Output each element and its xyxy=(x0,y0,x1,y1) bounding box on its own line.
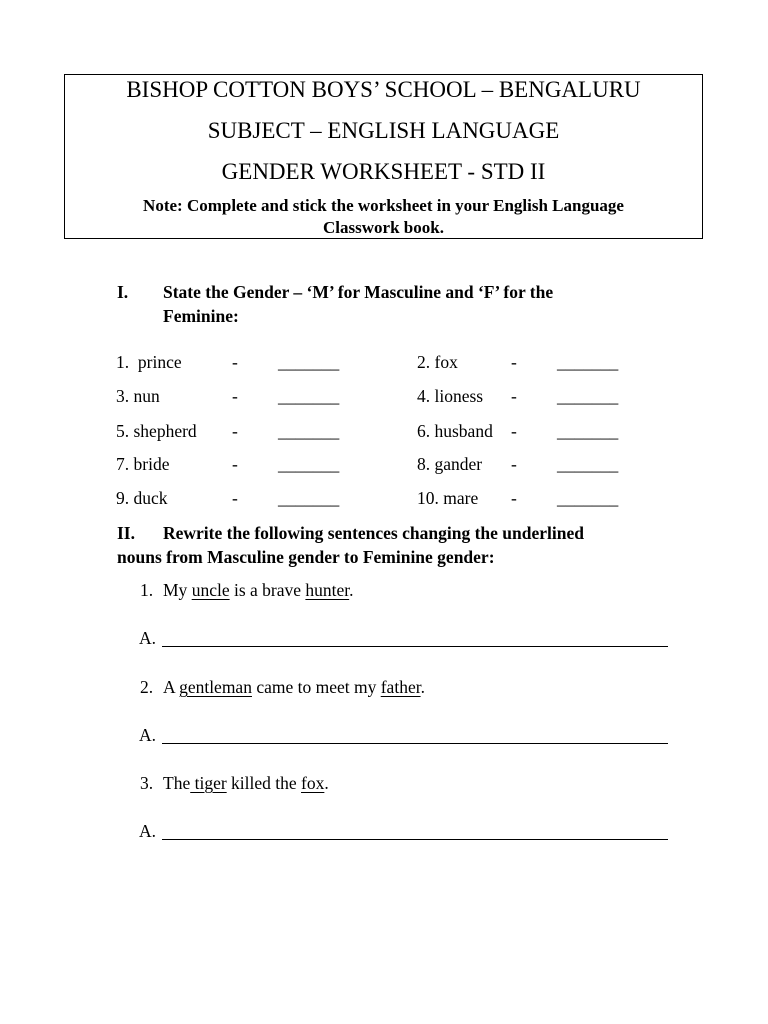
dash: - xyxy=(511,352,517,372)
answer-2-line[interactable] xyxy=(162,743,668,744)
gender-item-1: 1. prince xyxy=(116,352,182,372)
underlined-noun: gentleman xyxy=(179,677,252,697)
gender-item-7: 7. bride xyxy=(116,454,170,474)
section1-title-line-2: Feminine: xyxy=(163,306,239,326)
answer-blank-3[interactable]: _______ xyxy=(278,386,340,406)
sentence-2-number: 2. xyxy=(140,677,154,697)
answer-blank-7[interactable]: _______ xyxy=(278,454,340,474)
answer-blank-2[interactable]: _______ xyxy=(557,352,619,372)
dash: - xyxy=(232,421,238,441)
note xyxy=(75,195,692,239)
section1-title-line-1: State the Gender – ‘M’ for Masculine and ‘F’ for the xyxy=(163,282,554,302)
underlined-noun: hunter xyxy=(305,580,350,600)
answer-blank-9[interactable]: _______ xyxy=(278,488,340,508)
answer-blank-1[interactable]: _______ xyxy=(278,352,340,372)
dash: - xyxy=(232,352,238,372)
answer-blank-5[interactable]: _______ xyxy=(278,421,340,441)
section2-numeral: II. xyxy=(117,523,135,543)
gender-item-8: 8. gander xyxy=(417,454,483,474)
sentence-1: My uncle is a brave hunter. xyxy=(163,580,354,600)
underlined-noun: uncle xyxy=(191,580,230,600)
dash: - xyxy=(511,454,517,474)
dash: - xyxy=(511,386,517,406)
gender-item-10: 10. mare xyxy=(417,488,479,508)
answer-3-label: A. xyxy=(139,821,157,841)
subject-title: SUBJECT – ENGLISH LANGUAGE xyxy=(207,118,560,143)
underlined-noun: fox xyxy=(301,773,325,793)
sentence-2: A gentleman came to meet my father. xyxy=(163,677,425,697)
answer-blank-10[interactable]: _______ xyxy=(557,488,619,508)
note-line-2: Classwork book. xyxy=(323,218,444,237)
sentence-3-number: 3. xyxy=(140,773,154,793)
header-box xyxy=(64,74,703,239)
answer-1-label: A. xyxy=(139,628,157,648)
answer-1-line[interactable] xyxy=(162,646,668,647)
dash: - xyxy=(511,421,517,441)
dash: - xyxy=(511,488,517,508)
answer-3-line[interactable] xyxy=(162,839,668,840)
answer-2-label: A. xyxy=(139,725,157,745)
section2-title-line-2: nouns from Masculine gender to Feminine gender: xyxy=(117,547,495,567)
gender-item-4: 4. lioness xyxy=(417,386,484,406)
dash: - xyxy=(232,488,238,508)
school-name: BISHOP COTTON BOYS’ SCHOOL – BENGALURU xyxy=(126,77,641,102)
gender-item-3: 3. nun xyxy=(116,386,160,406)
sentence-3: The tiger killed the fox. xyxy=(163,773,329,793)
sentence-1-number: 1. xyxy=(140,580,154,600)
answer-blank-6[interactable]: _______ xyxy=(557,421,619,441)
dash: - xyxy=(232,454,238,474)
answer-blank-4[interactable]: _______ xyxy=(557,386,619,406)
section1-numeral: I. xyxy=(117,282,129,302)
underlined-noun: tiger xyxy=(190,773,227,793)
gender-item-2: 2. fox xyxy=(417,352,458,372)
gender-item-9: 9. duck xyxy=(116,488,168,508)
dash: - xyxy=(232,386,238,406)
section2-title-line-1: Rewrite the following sentences changing the underlined xyxy=(163,523,584,543)
worksheet-title: GENDER WORKSHEET - STD II xyxy=(221,159,546,184)
answer-blank-8[interactable]: _______ xyxy=(557,454,619,474)
gender-item-6: 6. husband xyxy=(417,421,493,441)
note-line-1: Note: Complete and stick the worksheet in your English Language xyxy=(143,196,624,215)
underlined-noun: father xyxy=(380,677,421,697)
gender-item-5: 5. shepherd xyxy=(116,421,197,441)
